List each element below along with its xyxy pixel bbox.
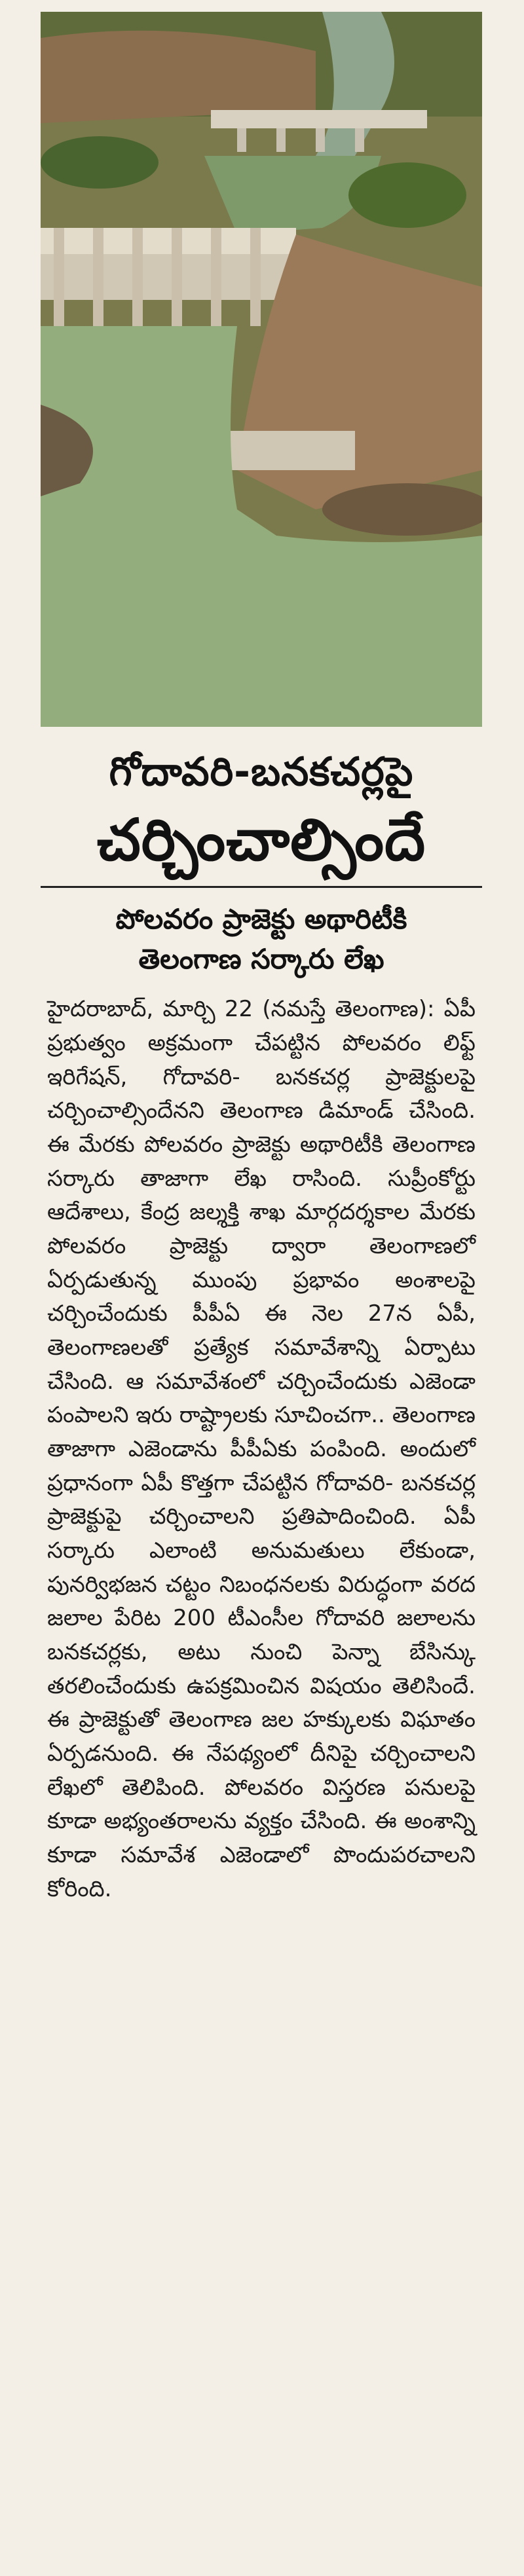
- headline-line2: చర్చించాల్సిందే: [96, 806, 426, 874]
- subheadline-line1: పోలవరం ప్రాజెక్టు అథారిటీకి: [115, 903, 407, 936]
- subheadline-line2: తెలంగాణ సర్కారు లేఖ: [138, 943, 384, 976]
- headline-line1: గోదావరి-బనకచర్లపై: [109, 749, 414, 795]
- divider: [41, 886, 482, 888]
- dam-photo: [41, 12, 482, 727]
- article-body: హైదరాబాద్, మార్చి 22 (నమస్తే తెలంగాణ): ఏపీ ప్రభుత్వం అక్రమంగా చేపట్టిన పోలవరం లిఫ్ట్ ఇరిగేషన్, గోదావరి- బనకచర్ల ప్రాజెక్టులపై చర్చించాల్సిందేనని తెలంగాణ డిమాండ్ చేసింది. ఈ మేరకు పోలవరం ప్రాజెక్టు అథారిటీకి తెలంగాణ సర్కారు తాజాగా లేఖ రాసింది. సుప్రీంకోర్టు ఆదేశాలు, కేంద్ర జల్శక్తి శాఖ మార్గదర్శకాల మేరకు పోలవరం ప్రాజెక్టు ద్వారా తెలంగాణలో ఏర్పడుతున్న ముంపు ప్రభావం అంశాలపై చర్చించేందుకు పీపీఏ ఈ నెల 27న ఏపీ, తెలంగాణలతో ప్రత్యేక సమావేశాన్ని ఏర్పాటు చేసింది. ఆ సమావేశంలో చర్చించేందుకు ఎజెండా పంపాలని ఇరు రాష్ట్రాలకు సూచించగా.. తెలంగాణ తాజాగా ఎజెండాను పీపీఏకు పంపింది. అందులో ప్రధానంగా ఏపీ కొత్తగా చేపట్టిన గోదావరి- బనకచర్ల ప్రాజెక్టుపై చర్చించాలని ప్రతిపాదించింది. ఏపీ సర్కారు ఎలాంటి అనుమతులు లేకుండా, పునర్విభజన చట్టం నిబంధనలకు విరుద్ధంగా వరద జలాల పేరిట 200 టీఎంసీల గోదావరి జలాలను బనకచర్లకు, అటు నుంచి పెన్నా బేసిన్కు తరలించేందుకు ఉపక్రమించిన విషయం తెలిసిందే. ఈ ప్రాజెక్టుతో తెలంగాణ జల హక్కులకు విఘాతం ఏర్పడనుంది. ఈ నేపథ్యంలో దీనిపై చర్చించాలని లేఖలో తెలిపింది. పోలవరం విస్తరణ పనులపై కూడా అభ్యంతరాలను వ్యక్తం చేసింది. ఈ అంశాన్ని కూడా సమావేశ ఎజెండాలో పొందుపరచాలని కోరింది.: [47, 996, 476, 1902]
- article: [41, 739, 482, 2546]
- dam-illustration-icon: [41, 12, 482, 727]
